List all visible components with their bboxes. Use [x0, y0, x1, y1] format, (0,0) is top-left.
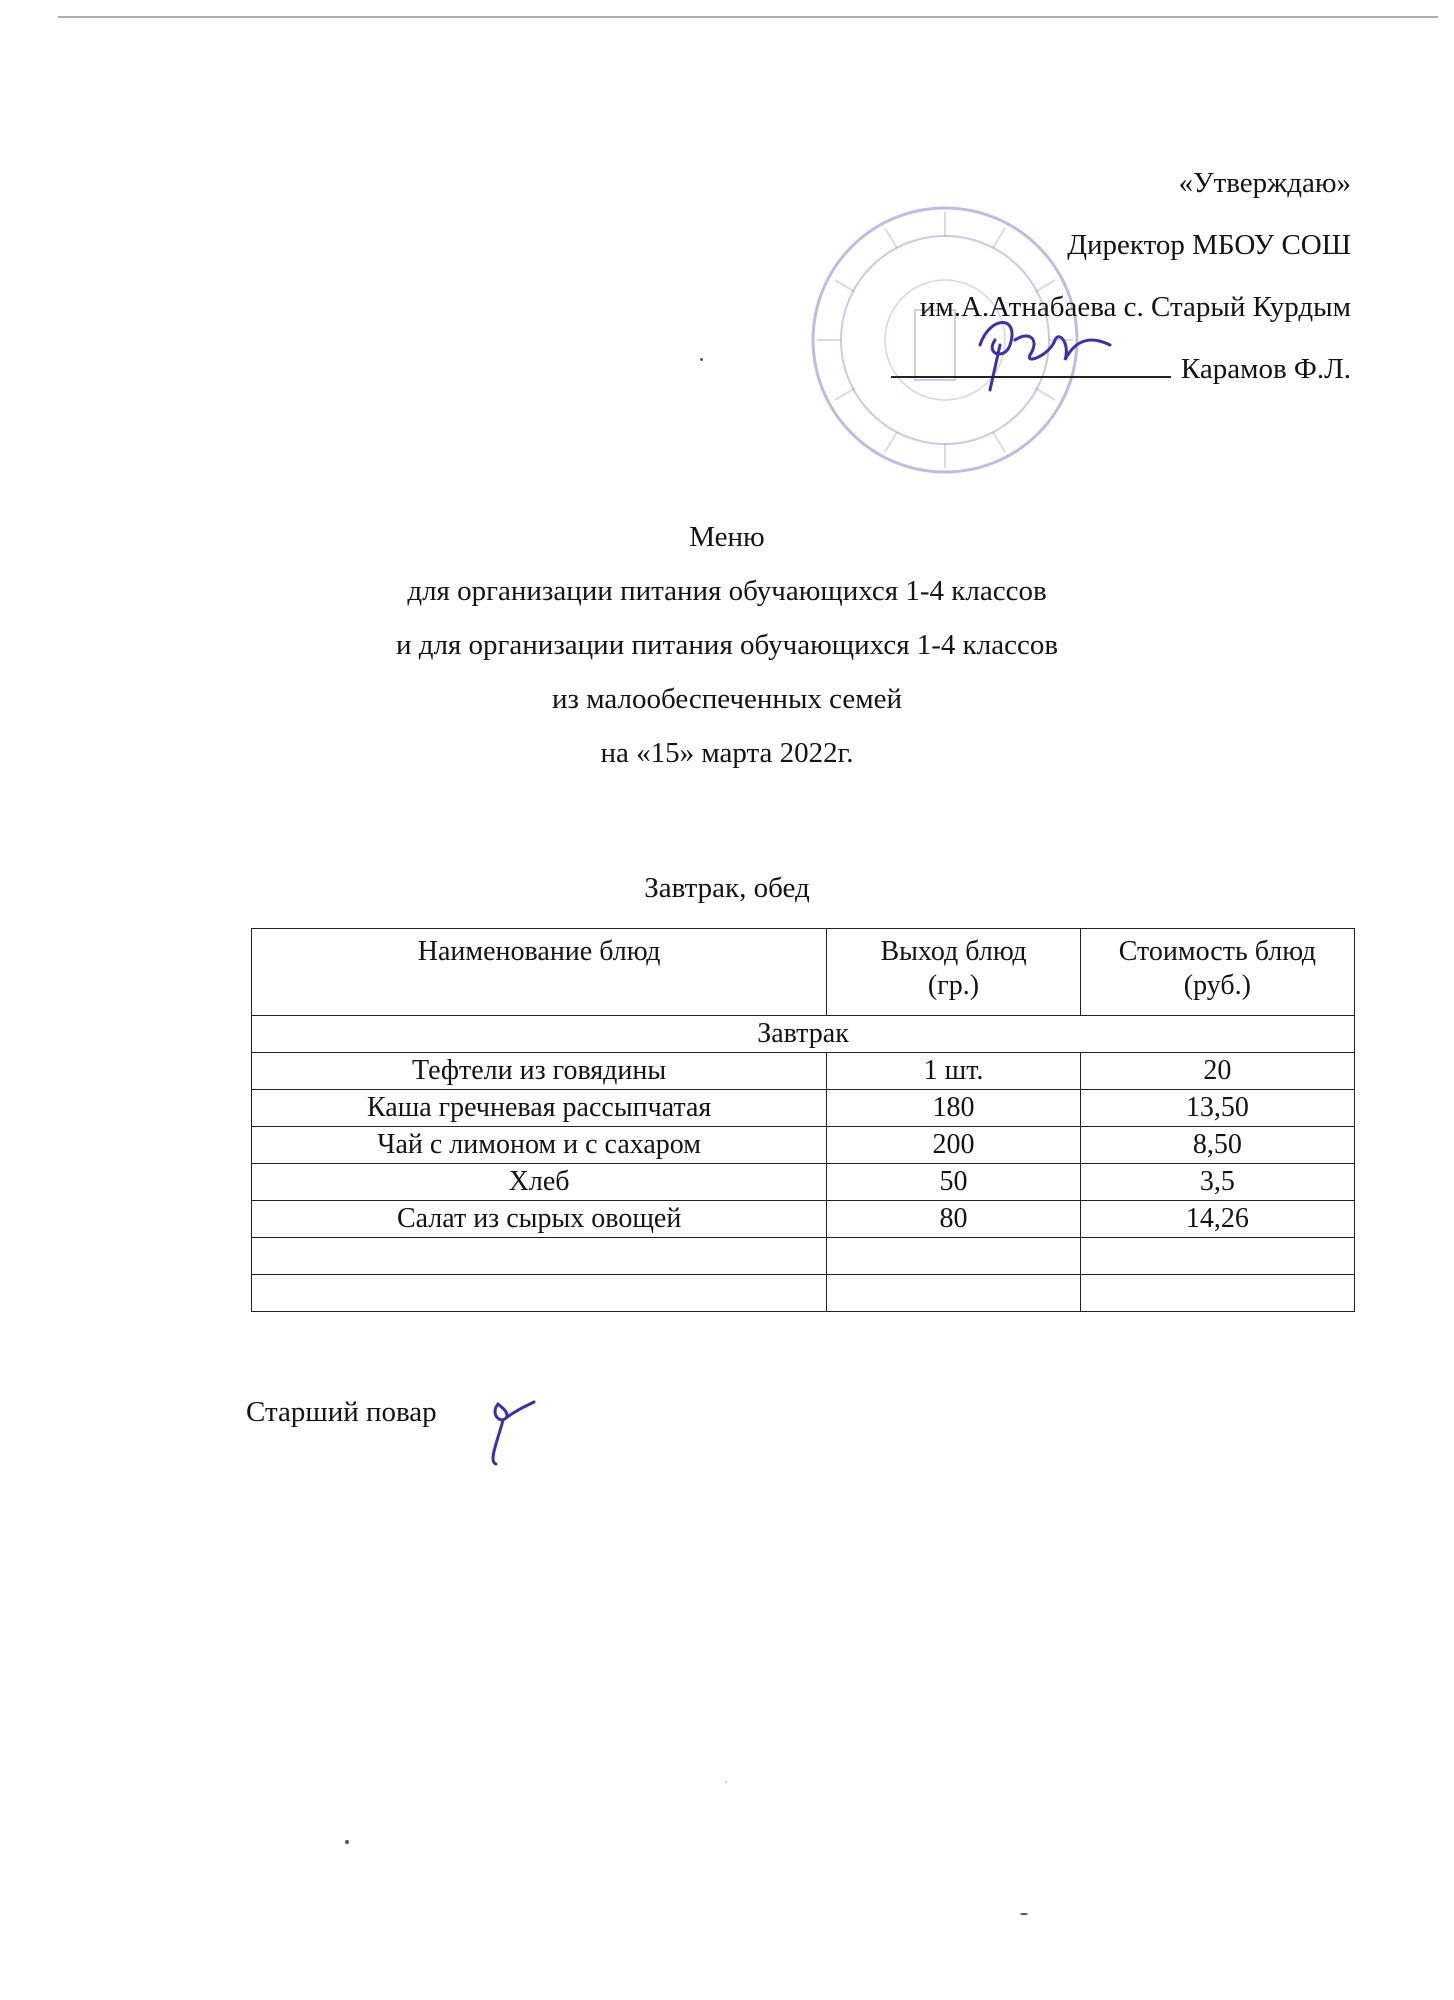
table-header-row [252, 929, 1355, 1016]
section-breakfast: Завтрак [252, 1016, 1355, 1053]
dish-cost: 13,50 [1080, 1090, 1354, 1127]
title-line-1: Меню [689, 521, 765, 553]
approval-approve: «Утверждаю» [1178, 167, 1351, 199]
title-line-4: из малообеспеченных семей [551, 683, 903, 715]
dish-cost: 8,50 [1080, 1127, 1354, 1164]
dish-name [252, 1275, 827, 1312]
title-line-2: для организации питания обучающихся 1-4 классов [407, 575, 1047, 607]
table-row [252, 1127, 1355, 1164]
dish-yield [827, 1275, 1080, 1312]
dish-yield: 180 [827, 1090, 1080, 1127]
dish-name: Чай с лимоном и с сахаром [252, 1127, 827, 1164]
approval-signatory: Карамов Ф.Л. [1180, 353, 1351, 385]
approval-position: Директор МБОУ СОШ [1067, 229, 1351, 261]
table-row [252, 1201, 1355, 1238]
table-row [252, 1164, 1355, 1201]
dish-yield: 1 шт. [827, 1053, 1080, 1090]
dish-name: Каша гречневая рассыпчатая [252, 1090, 827, 1127]
dish-yield: 80 [827, 1201, 1080, 1238]
dish-name: Тефтели из говядины [252, 1053, 827, 1090]
header-dish-name [252, 929, 827, 1016]
header-cost [1080, 929, 1354, 1016]
title-line-5: на «15» марта 2022г. [600, 737, 854, 769]
dish-yield: 200 [827, 1127, 1080, 1164]
dish-cost: 20 [1080, 1053, 1354, 1090]
header-dish-name-text: Наименование блюд [417, 936, 661, 967]
header-cost-line1: Стоимость блюд [1118, 936, 1316, 967]
document-title [0, 510, 1454, 780]
section-row [252, 1016, 1355, 1053]
header-yield-line2: (гр.) [927, 970, 980, 1001]
dish-cost: 14,26 [1080, 1201, 1354, 1238]
approval-signature-line [891, 338, 1351, 400]
dish-yield [827, 1238, 1080, 1275]
scan-speck [1020, 1913, 1028, 1915]
approval-school: им.А.Атнабаева с. Старый Курдым [919, 291, 1351, 323]
dish-name: Салат из сырых овощей [252, 1201, 827, 1238]
scan-edge-line [58, 16, 1438, 18]
header-yield-line1: Выход блюд [880, 936, 1027, 967]
cook-signature [470, 1392, 540, 1472]
dish-name: Хлеб [252, 1164, 827, 1201]
dish-cost: 3,5 [1080, 1164, 1354, 1201]
meal-caption: Завтрак, обед [644, 872, 810, 904]
title-line-3: и для организации питания обучающихся 1-4 классов [395, 629, 1059, 661]
header-cost-line2: (руб.) [1183, 970, 1251, 1001]
signature-underline [891, 356, 1171, 378]
dish-yield: 50 [827, 1164, 1080, 1201]
table-row [252, 1090, 1355, 1127]
scan-speck [345, 1840, 349, 1844]
dish-cost [1080, 1238, 1354, 1275]
scan-speck [725, 1781, 727, 1783]
table-row [252, 1053, 1355, 1090]
dish-cost [1080, 1275, 1354, 1312]
dish-name [252, 1238, 827, 1275]
table-row-empty [252, 1238, 1355, 1275]
scan-speck [700, 358, 703, 361]
header-yield [827, 929, 1080, 1016]
approval-block [891, 152, 1351, 400]
menu-table [251, 928, 1355, 1312]
senior-cook-label: Старший повар [246, 1396, 437, 1428]
table-row-empty [252, 1275, 1355, 1312]
